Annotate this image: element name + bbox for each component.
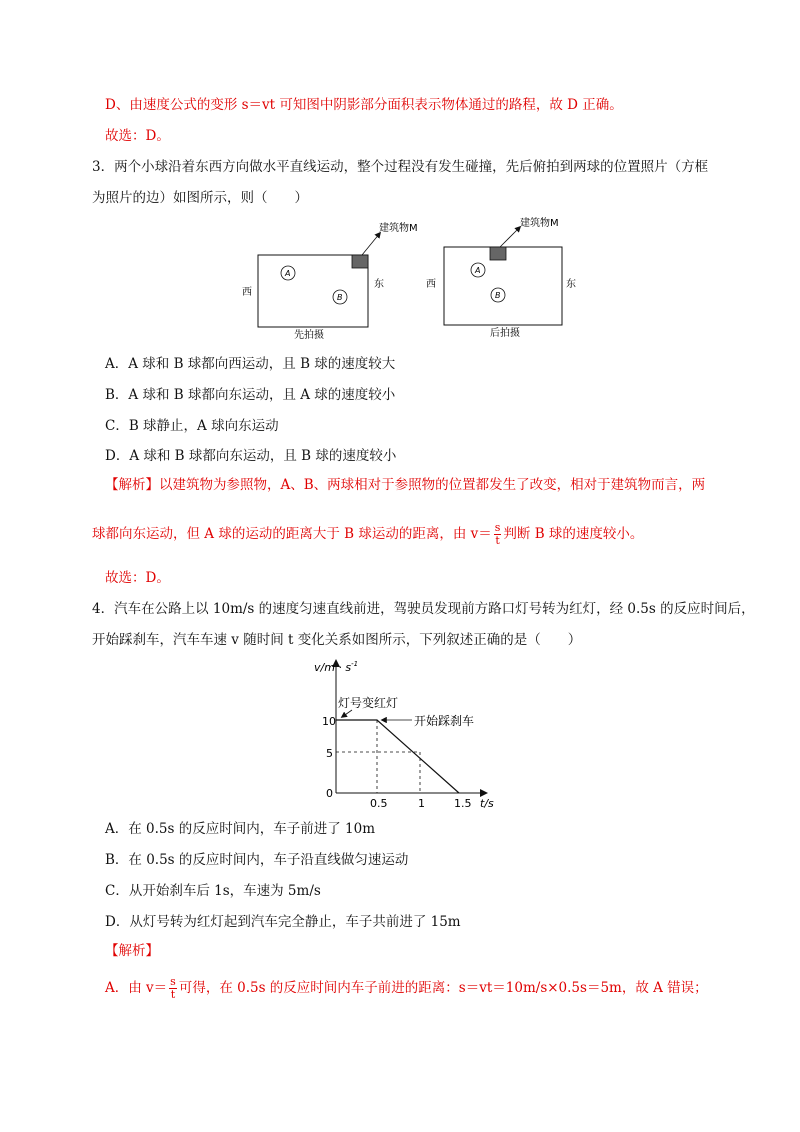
west-label-first: 西 bbox=[242, 287, 252, 298]
velocity-line bbox=[336, 720, 459, 793]
q4-stem-line1 bbox=[92, 600, 755, 618]
ball-b-label-first: B bbox=[337, 293, 343, 302]
q3-figure bbox=[236, 215, 596, 345]
q3-option-b: B．A 球和 B 球都向东运动，且 A 球的速度较小 bbox=[105, 387, 396, 403]
prev-answer: 故选：D。 bbox=[105, 128, 170, 144]
ball-a-label-second: A bbox=[475, 266, 481, 275]
q3-analysis-line2 bbox=[92, 522, 643, 547]
building-first bbox=[352, 255, 368, 268]
q3-answer: 故选：D。 bbox=[105, 570, 170, 586]
ball-a-label-first: A bbox=[285, 269, 291, 278]
y-axis-label: $v/m \cdot s^{-1}$ bbox=[314, 660, 359, 674]
q4-vt-graph bbox=[300, 655, 520, 815]
q3-analysis-post: 判断 B 球的速度较小。 bbox=[503, 526, 644, 542]
q4-analysis-heading: 【解析】 bbox=[105, 943, 159, 959]
q3-option-c: C．B 球静止，A 球向东运动 bbox=[105, 418, 279, 434]
y-tick-0: 0 bbox=[326, 787, 333, 800]
y-tick-10: 10 bbox=[322, 715, 336, 728]
q3-frac-num: s bbox=[494, 521, 501, 534]
east-label-second: 东 bbox=[566, 279, 576, 290]
q4-stem-text1: 汽车在公路上以 10m/s 的速度匀速直线前进，驾驶员发现前方路口灯号转为红灯，经 0.5s 的反应时间后， bbox=[114, 601, 755, 617]
q4-frac-den: t bbox=[170, 988, 176, 1001]
y-tick-5: 5 bbox=[326, 747, 333, 760]
label-brake: 开始踩刹车 bbox=[414, 714, 475, 728]
q4-analysis-a-pre: A．由 v＝ bbox=[105, 980, 168, 996]
q4-frac-num: s bbox=[170, 975, 176, 988]
west-label-second: 西 bbox=[426, 279, 436, 290]
caption-second: 后拍摄 bbox=[490, 328, 520, 339]
q3-stem-text1: 两个小球沿着东西方向做水平直线运动，整个过程没有发生碰撞，先后俯拍到两球的位置照片（方框 bbox=[114, 159, 709, 175]
q3-stem-line2: 为照片的边）如图所示，则（ ） bbox=[92, 190, 308, 206]
photo-first-frame bbox=[258, 255, 368, 327]
q4-option-b: B．在 0.5s 的反应时间内，车子沿直线做匀速运动 bbox=[105, 852, 409, 868]
label-red-light: 灯号变红灯 bbox=[338, 696, 399, 710]
prev-option-d-analysis: D、由速度公式的变形 s＝vt 可知图中阴影部分面积表示物体通过的路程，故 D 正确。 bbox=[105, 97, 623, 113]
q4-option-a: A．在 0.5s 的反应时间内，车子前进了 10m bbox=[105, 821, 375, 837]
x-tick-05: 0.5 bbox=[370, 797, 388, 810]
q4-stem-line2: 开始踩刹车，汽车车速 v 随时间 t 变化关系如图所示，下列叙述正确的是（ ） bbox=[92, 632, 582, 648]
q3-analysis-line1: 【解析】以建筑物为参照物，A、B、两球相对于参照物的位置都发生了改变，相对于建筑物而言，两 bbox=[105, 477, 706, 493]
q3-stem-line1 bbox=[92, 158, 708, 176]
caption-first: 先拍摄 bbox=[294, 330, 324, 341]
q3-number: 3． bbox=[92, 159, 115, 175]
q3-frac-den: t bbox=[495, 534, 500, 547]
q3-option-d: D．A 球和 B 球都向东运动，且 B 球的速度较小 bbox=[105, 448, 397, 464]
east-label-first: 东 bbox=[374, 279, 384, 290]
q4-formula-fraction bbox=[169, 976, 177, 1001]
q3-analysis-pre: 球都向东运动，但 A 球的运动的距离大于 B 球运动的距离，由 v＝ bbox=[92, 526, 492, 542]
q4-option-d: D．从灯号转为红灯起到汽车完全静止，车子共前进了 15m bbox=[105, 914, 461, 930]
x-tick-15: 1.5 bbox=[454, 797, 472, 810]
q4-number: 4． bbox=[92, 601, 115, 617]
x-tick-1: 1 bbox=[418, 797, 425, 810]
building-second bbox=[490, 247, 506, 260]
q3-option-a: A．A 球和 B 球都向西运动，且 B 球的速度较大 bbox=[105, 356, 396, 372]
q4-analysis-a bbox=[105, 976, 708, 1001]
q3-formula-fraction bbox=[494, 522, 502, 547]
building-label-second: 建筑物M bbox=[520, 218, 559, 229]
q4-option-c: C．从开始刹车后 1s，车速为 5m/s bbox=[105, 883, 321, 899]
red-light-arrow bbox=[342, 710, 352, 717]
ball-b-label-second: B bbox=[495, 291, 501, 300]
building-label-first: 建筑物M bbox=[379, 223, 418, 234]
q4-analysis-a-post: 可得，在 0.5s 的反应时间内车子前进的距离：s＝vt＝10m/s×0.5s＝5m，故 A 错误； bbox=[178, 980, 708, 996]
x-axis-label: t/s bbox=[480, 797, 494, 810]
